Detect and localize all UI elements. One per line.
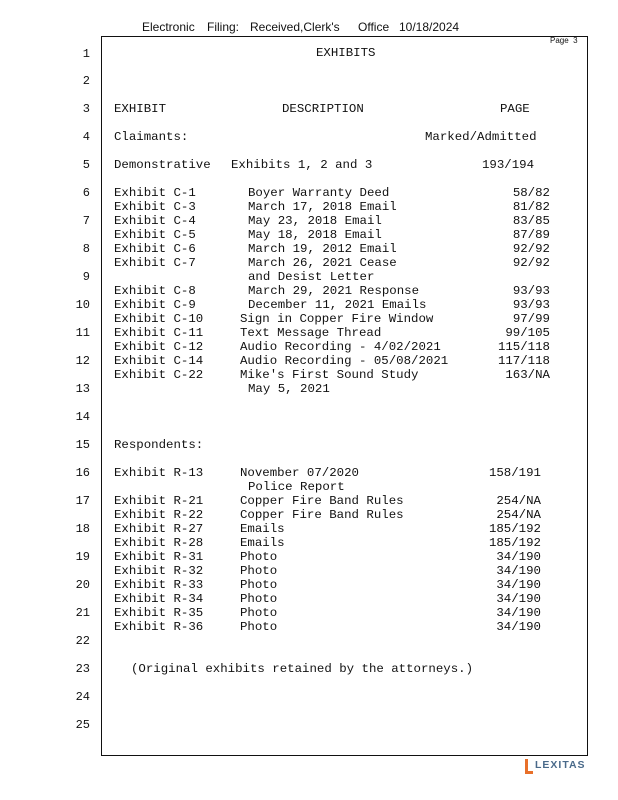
exhibit-description: Copper Fire Band Rules [240, 508, 404, 522]
exhibit-page: 92/92 [512, 242, 550, 256]
footer-note: (Original exhibits retained by the attorneys.) [131, 662, 474, 676]
exhibit-id: Exhibit C-5 [114, 228, 196, 242]
exhibit-id: Exhibit R-36 [114, 620, 204, 634]
exhibit-description: Photo [240, 564, 278, 578]
header-word: Office [358, 20, 390, 34]
header-word: Electronic [142, 20, 195, 34]
line-number: 16 [75, 466, 90, 480]
demonstrative-label: Demonstrative [114, 158, 211, 172]
exhibit-page: 117/118 [497, 354, 550, 368]
header-word: 10/18/2024 [399, 20, 460, 34]
exhibit-description-continued: May 5, 2021 [248, 382, 330, 396]
exhibit-description: Sign in Copper Fire Window [240, 312, 434, 326]
exhibit-page: 34/190 [496, 606, 541, 620]
column-header-description: DESCRIPTION [282, 102, 364, 116]
exhibit-id: Exhibit C-12 [114, 340, 204, 354]
exhibit-id: Exhibit C-6 [114, 242, 196, 256]
exhibit-page: 81/82 [512, 200, 550, 214]
exhibit-page: 163/NA [505, 368, 550, 382]
exhibit-description-continued: and Desist Letter [248, 270, 375, 284]
exhibit-page: 93/93 [512, 298, 550, 312]
exhibit-description: Boyer Warranty Deed [248, 186, 390, 200]
exhibit-page: 87/89 [512, 228, 550, 242]
line-number: 12 [75, 354, 90, 368]
exhibit-description: Copper Fire Band Rules [240, 494, 404, 508]
exhibit-page: 83/85 [512, 214, 550, 228]
exhibit-page: 99/105 [505, 326, 550, 340]
exhibit-page: 115/118 [497, 340, 550, 354]
line-number: 2 [82, 74, 90, 88]
exhibit-description: Photo [240, 592, 278, 606]
line-number: 8 [82, 242, 90, 256]
exhibit-id: Exhibit R-21 [114, 494, 204, 508]
electronic-filing-header [0, 20, 618, 36]
marked-admitted-label: Marked/Admitted [425, 130, 537, 144]
exhibit-id: Exhibit C-9 [114, 298, 196, 312]
exhibit-page: 97/99 [512, 312, 550, 326]
exhibit-id: Exhibit R-22 [114, 508, 204, 522]
exhibit-page: 158/191 [488, 466, 541, 480]
exhibit-description: Emails [240, 536, 285, 550]
lexitas-logo-text: LEXITAS [535, 759, 586, 771]
line-number: 22 [75, 634, 90, 648]
line-number: 3 [82, 102, 90, 116]
line-number: 18 [75, 522, 90, 536]
exhibit-id: Exhibit R-32 [114, 564, 204, 578]
line-number: 15 [75, 438, 90, 452]
demonstrative-description: Exhibits 1, 2 and 3 [231, 158, 373, 172]
exhibit-page: 185/192 [488, 536, 541, 550]
line-number: 25 [75, 718, 90, 732]
exhibit-description: Audio Recording - 4/02/2021 [240, 340, 441, 354]
exhibit-page: 93/93 [512, 284, 550, 298]
claimants-heading: Claimants: [114, 130, 189, 144]
page-title: EXHIBITS [316, 46, 376, 60]
exhibit-description-continued: Police Report [248, 480, 345, 494]
transcript-page-frame [101, 36, 588, 756]
exhibit-description: Photo [240, 620, 278, 634]
exhibit-page: 34/190 [496, 620, 541, 634]
exhibit-id: Exhibit R-28 [114, 536, 204, 550]
exhibit-description: Audio Recording - 05/08/2021 [240, 354, 449, 368]
exhibit-id: Exhibit C-1 [114, 186, 196, 200]
exhibit-id: Exhibit R-31 [114, 550, 204, 564]
exhibit-description: Photo [240, 550, 278, 564]
exhibit-page: 254/NA [496, 494, 541, 508]
exhibit-description: May 18, 2018 Email [248, 228, 382, 242]
exhibit-description: November 07/2020 [240, 466, 359, 480]
respondents-heading: Respondents: [114, 438, 204, 452]
exhibit-description: March 29, 2021 Response [248, 284, 420, 298]
header-word: Filing: [207, 20, 240, 34]
exhibit-page: 185/192 [488, 522, 541, 536]
page-number: Page 3 [550, 36, 578, 45]
line-number: 17 [75, 494, 90, 508]
line-number: 21 [75, 606, 90, 620]
exhibit-id: Exhibit C-7 [114, 256, 196, 270]
exhibit-id: Exhibit R-34 [114, 592, 204, 606]
line-number: 7 [82, 214, 90, 228]
exhibit-id: Exhibit C-4 [114, 214, 196, 228]
exhibit-page: 34/190 [496, 550, 541, 564]
line-number: 6 [82, 186, 90, 200]
exhibit-description: March 19, 2012 Email [248, 242, 397, 256]
exhibit-id: Exhibit C-3 [114, 200, 196, 214]
exhibit-description: Photo [240, 606, 278, 620]
line-number: 20 [75, 578, 90, 592]
exhibit-id: Exhibit C-10 [114, 312, 204, 326]
exhibit-page: 34/190 [496, 592, 541, 606]
exhibit-page: 58/82 [512, 186, 550, 200]
exhibit-page: 34/190 [496, 578, 541, 592]
exhibit-page: 92/92 [512, 256, 550, 270]
exhibit-id: Exhibit R-27 [114, 522, 204, 536]
exhibit-id: Exhibit C-22 [114, 368, 204, 382]
exhibit-description: December 11, 2021 Emails [248, 298, 427, 312]
exhibit-id: Exhibit C-8 [114, 284, 196, 298]
line-number: 13 [75, 382, 90, 396]
line-number: 14 [75, 410, 90, 424]
column-header-page: PAGE [500, 102, 530, 116]
exhibit-id: Exhibit C-14 [114, 354, 204, 368]
line-number: 4 [82, 130, 90, 144]
line-number: 19 [75, 550, 90, 564]
exhibit-id: Exhibit R-35 [114, 606, 204, 620]
exhibit-id: Exhibit R-33 [114, 578, 204, 592]
column-header-exhibit: EXHIBIT [114, 102, 167, 116]
line-number: 5 [82, 158, 90, 172]
exhibit-description: Emails [240, 522, 285, 536]
exhibit-description: May 23, 2018 Email [248, 214, 382, 228]
exhibit-description: March 17, 2018 Email [248, 200, 397, 214]
line-number: 10 [75, 298, 90, 312]
header-word: Received,Clerk's [250, 20, 340, 34]
exhibit-id: Exhibit C-11 [114, 326, 204, 340]
demonstrative-page: 193/194 [482, 158, 535, 172]
exhibit-description: March 26, 2021 Cease [248, 256, 397, 270]
line-number: 24 [75, 690, 90, 704]
line-number: 1 [82, 47, 90, 61]
exhibit-page: 254/NA [496, 508, 541, 522]
exhibit-description: Text Message Thread [240, 326, 382, 340]
exhibit-description: Mike's First Sound Study [240, 368, 419, 382]
exhibit-description: Photo [240, 578, 278, 592]
line-number: 9 [82, 270, 90, 284]
exhibit-id: Exhibit R-13 [114, 466, 204, 480]
lexitas-mark-icon [524, 758, 534, 775]
exhibit-page: 34/190 [496, 564, 541, 578]
line-number: 11 [75, 326, 90, 340]
line-number: 23 [75, 662, 90, 676]
